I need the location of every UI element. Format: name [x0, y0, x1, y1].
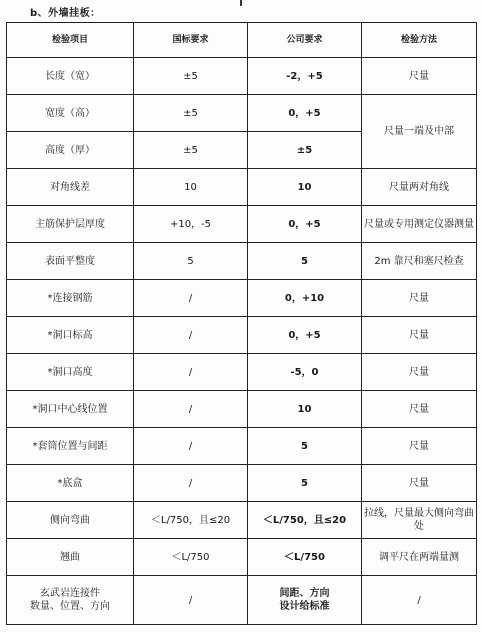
cell-method: 尺量: [362, 317, 477, 354]
cell-national: /: [134, 391, 248, 428]
cell-method: 调平尺在两端量测: [362, 539, 477, 576]
header-national: 国标要求: [134, 23, 248, 58]
cell-item: [7, 576, 134, 625]
table-row: [7, 95, 477, 132]
cell-method: 尺量或专用测定仪器测量: [362, 206, 477, 243]
cell-item: 长度（宽）: [7, 58, 134, 95]
table-row: [7, 539, 477, 576]
table-row: [7, 169, 477, 206]
cell-method: 尺量: [362, 280, 477, 317]
cell-national: 10: [134, 169, 248, 206]
cell-item: 主筋保护层厚度: [7, 206, 134, 243]
cell-company-line1: 间距、方向: [279, 588, 330, 599]
table-row: [7, 58, 477, 95]
cell-national: ＜L/750: [134, 539, 248, 576]
cell-item: 高度（厚）: [7, 132, 134, 169]
cell-method: 拉线，尺量最大侧向弯曲处: [362, 502, 477, 539]
cell-item: *底盒: [7, 465, 134, 502]
cell-national: ±5: [134, 58, 248, 95]
cell-method: 尺量: [362, 465, 477, 502]
cell-national: /: [134, 465, 248, 502]
cell-item: *套筒位置与间距: [7, 428, 134, 465]
cell-company: 0，+10: [248, 280, 362, 317]
cell-item: 侧向弯曲: [7, 502, 134, 539]
cell-company: 10: [248, 169, 362, 206]
table-row: [7, 502, 477, 539]
cell-company: ±5: [248, 132, 362, 169]
cell-company: 5: [248, 243, 362, 280]
table-row: [7, 243, 477, 280]
cell-item: 表面平整度: [7, 243, 134, 280]
cell-national: +10，-5: [134, 206, 248, 243]
cell-company: 5: [248, 465, 362, 502]
cell-company: 0，+5: [248, 206, 362, 243]
cell-national: ±5: [134, 95, 248, 132]
cell-method: 尺量: [362, 391, 477, 428]
cell-method: 2m 靠尺和塞尺检查: [362, 243, 477, 280]
cell-national: /: [134, 317, 248, 354]
cell-company: 10: [248, 391, 362, 428]
table-row: [7, 354, 477, 391]
cell-method: 尺量两对角线: [362, 169, 477, 206]
cell-national: /: [134, 576, 248, 625]
header-method: 检验方法: [362, 23, 477, 58]
cell-company: 0，+5: [248, 95, 362, 132]
cell-method: 尺量一端及中部: [362, 95, 477, 169]
cell-national: ＜L/750，且≤20: [134, 502, 248, 539]
cell-item: *连接钢筋: [7, 280, 134, 317]
table-header-row: [7, 23, 477, 58]
cell-company: 0，+5: [248, 317, 362, 354]
table-row: [7, 206, 477, 243]
table-row: [7, 280, 477, 317]
cell-item: 宽度（高）: [7, 95, 134, 132]
cell-company: -2，+5: [248, 58, 362, 95]
cell-company: [248, 576, 362, 625]
cell-national: /: [134, 354, 248, 391]
cell-method: /: [362, 576, 477, 625]
cell-method: 尺量: [362, 428, 477, 465]
cell-national: /: [134, 280, 248, 317]
table-row: [7, 391, 477, 428]
table-row: [7, 317, 477, 354]
cell-national: 5: [134, 243, 248, 280]
cell-company: ＜L/750: [248, 539, 362, 576]
table-row: [7, 465, 477, 502]
cell-method: 尺量: [362, 58, 477, 95]
cell-method: 尺量: [362, 354, 477, 391]
section-heading: b、外墙挂板：: [30, 8, 101, 19]
cell-company: 5: [248, 428, 362, 465]
cell-item: *洞口标高: [7, 317, 134, 354]
scan-mark: [240, 0, 242, 6]
inspection-table: [6, 22, 477, 625]
cell-national: ±5: [134, 132, 248, 169]
cell-company: -5，0: [248, 354, 362, 391]
header-item: 检验项目: [7, 23, 134, 58]
header-company: 公司要求: [248, 23, 362, 58]
cell-item: 翘曲: [7, 539, 134, 576]
cell-company: ＜L/750，且≤20: [248, 502, 362, 539]
cell-item: *洞口高度: [7, 354, 134, 391]
cell-item-line1: 玄武岩连接件: [40, 588, 100, 599]
cell-company-line2: 设计给标准: [279, 601, 330, 612]
table-row: [7, 576, 477, 625]
cell-item-line2: 数量、位置、方向: [30, 601, 110, 612]
cell-item: 对角线差: [7, 169, 134, 206]
cell-national: /: [134, 428, 248, 465]
table-row: [7, 428, 477, 465]
cell-item: *洞口中心线位置: [7, 391, 134, 428]
